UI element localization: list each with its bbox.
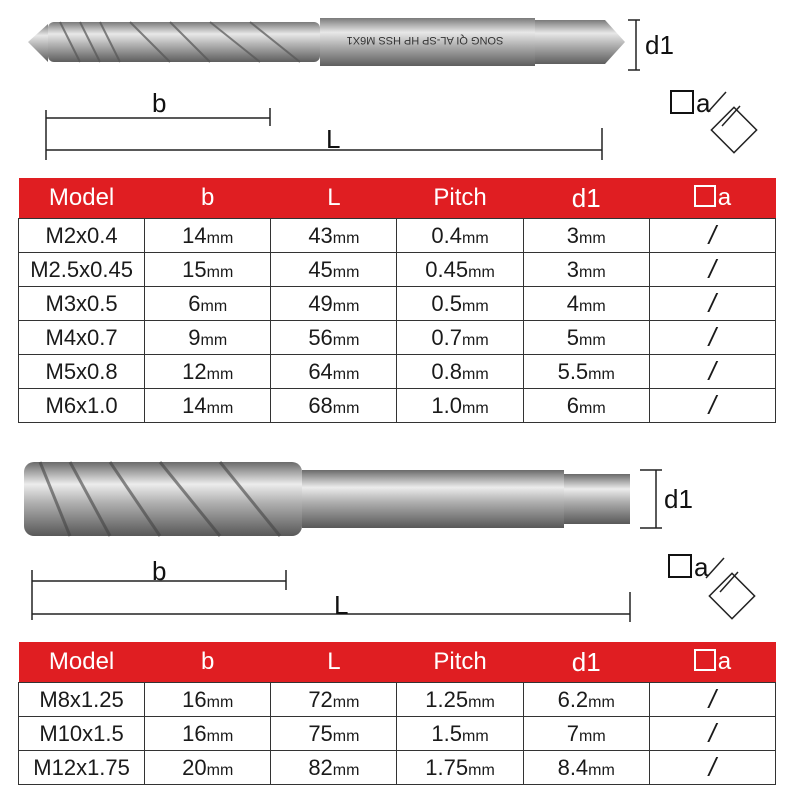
cell-model: M8x1.25 (19, 683, 145, 717)
spec-table-large (18, 642, 776, 785)
cell-b: 14mm (145, 389, 271, 423)
square-icon (670, 90, 694, 114)
cell-d1: 3mm (523, 219, 649, 253)
cell-a: / (649, 389, 775, 423)
table-header-row (19, 642, 776, 683)
dim-square-a: a (670, 88, 710, 119)
square-icon (668, 554, 692, 578)
cell-L: 68mm (271, 389, 397, 423)
cell-a: / (649, 287, 775, 321)
cell-d1: 6.2mm (523, 683, 649, 717)
cell-b: 12mm (145, 355, 271, 389)
table-row (19, 389, 776, 423)
cell-pitch: 1.5mm (397, 717, 523, 751)
header-L: L (271, 642, 397, 683)
cell-pitch: 1.75mm (397, 751, 523, 785)
cell-b: 6mm (145, 287, 271, 321)
table-row (19, 683, 776, 717)
dim-b-large: b (152, 556, 167, 586)
table-row (19, 751, 776, 785)
cell-pitch: 0.8mm (397, 355, 523, 389)
cell-a: / (649, 321, 775, 355)
cell-d1: 6mm (523, 389, 649, 423)
dim-square-a-large: a (668, 552, 708, 583)
table-row (19, 253, 776, 287)
cell-a: / (649, 717, 775, 751)
tap-drawing-small (0, 0, 800, 170)
table-row (19, 717, 776, 751)
header-b: b (145, 178, 271, 219)
tap-drawing-large (0, 450, 800, 640)
cell-pitch: 0.45mm (397, 253, 523, 287)
cell-L: 45mm (271, 253, 397, 287)
cell-a: / (649, 355, 775, 389)
table-row (19, 355, 776, 389)
cell-L: 72mm (271, 683, 397, 717)
table-row (19, 287, 776, 321)
table-row (19, 321, 776, 355)
cell-a: / (649, 751, 775, 785)
cell-b: 15mm (145, 253, 271, 287)
cell-model: M2x0.4 (19, 219, 145, 253)
header-model: Model (19, 178, 145, 219)
table-header-row (19, 178, 776, 219)
square-icon (694, 185, 716, 207)
cell-b: 20mm (145, 751, 271, 785)
square-icon (694, 649, 716, 671)
cell-b: 9mm (145, 321, 271, 355)
cell-d1: 8.4mm (523, 751, 649, 785)
tap-body-large (24, 462, 630, 536)
header-a: a (649, 178, 775, 219)
header-pitch: Pitch (397, 178, 523, 219)
spec-table-small (18, 178, 776, 423)
dim-L-large: L (334, 590, 349, 620)
cell-model: M10x1.5 (19, 717, 145, 751)
header-L: L (271, 178, 397, 219)
cell-L: 43mm (271, 219, 397, 253)
header-d1: d1 (523, 178, 649, 219)
cell-pitch: 1.25mm (397, 683, 523, 717)
table-row (19, 219, 776, 253)
cell-d1: 5mm (523, 321, 649, 355)
dim-d1: d1 (645, 30, 674, 60)
header-model: Model (19, 642, 145, 683)
cell-b: 16mm (145, 683, 271, 717)
dim-d1-large: d1 (664, 484, 693, 514)
cell-model: M6x1.0 (19, 389, 145, 423)
cell-a: / (649, 219, 775, 253)
cell-b: 14mm (145, 219, 271, 253)
dim-b: b (152, 88, 167, 118)
cell-pitch: 1.0mm (397, 389, 523, 423)
cell-L: 49mm (271, 287, 397, 321)
header-d1: d1 (523, 642, 649, 683)
cell-pitch: 0.4mm (397, 219, 523, 253)
cell-b: 16mm (145, 717, 271, 751)
cell-model: M2.5x0.45 (19, 253, 145, 287)
cell-a: / (649, 253, 775, 287)
cell-pitch: 0.7mm (397, 321, 523, 355)
cell-L: 64mm (271, 355, 397, 389)
header-pitch: Pitch (397, 642, 523, 683)
cell-L: 75mm (271, 717, 397, 751)
cell-d1: 3mm (523, 253, 649, 287)
header-a: a (649, 642, 775, 683)
cell-model: M12x1.75 (19, 751, 145, 785)
dim-L: L (326, 124, 341, 154)
cell-model: M4x0.7 (19, 321, 145, 355)
cell-model: M5x0.8 (19, 355, 145, 389)
header-b: b (145, 642, 271, 683)
cell-pitch: 0.5mm (397, 287, 523, 321)
cell-L: 82mm (271, 751, 397, 785)
cell-model: M3x0.5 (19, 287, 145, 321)
tap-body-small (28, 18, 625, 66)
cell-L: 56mm (271, 321, 397, 355)
cell-d1: 7mm (523, 717, 649, 751)
tap-etching: SONG QI AL-SP HP HSS M6X1 (346, 34, 504, 46)
cell-d1: 5.5mm (523, 355, 649, 389)
cell-a: / (649, 683, 775, 717)
cell-d1: 4mm (523, 287, 649, 321)
